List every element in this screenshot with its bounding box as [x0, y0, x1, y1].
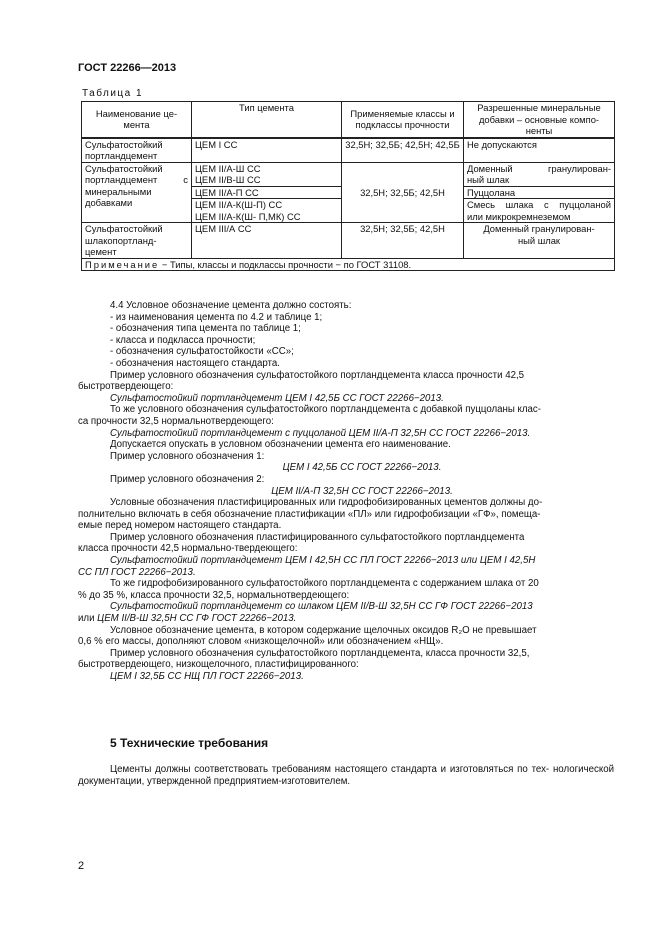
- body-text: [78, 300, 614, 683]
- table-row: [82, 223, 615, 259]
- header-cell: Наименование це-мента: [82, 102, 192, 138]
- paragraph: Пример условного обозначения 2:: [110, 473, 265, 485]
- cell-line: шлакопортланд-: [85, 234, 157, 246]
- list-item: - класса и подкласса прочности;: [110, 334, 256, 346]
- note-text: − Типы, классы и подклассы прочности − по ГОСТ 31108.: [159, 258, 412, 270]
- cell-line: Сульфатостойкий: [85, 223, 163, 234]
- additives-cell: [464, 162, 615, 186]
- cement-type-cell: ЦЕМ II/А-П СС: [192, 186, 342, 199]
- example-code: ЦЕМ I 42,5Б СС ГОСТ 22266−2013.: [282, 462, 442, 474]
- paragraph: 0,6 % его массы, дополняют словом «низкощелочной» или обозначением «НЩ».: [78, 636, 444, 648]
- header-cell: Разрешенные минеральные добавки – основные компо-ненты: [464, 102, 615, 138]
- table-label: Таблица 1: [82, 88, 144, 99]
- list-item: - из наименования цемента по 4.2 и таблице 1;: [110, 311, 323, 323]
- cement-type-cell: ЦЕМ III/А СС: [192, 223, 342, 259]
- list-item: - обозначения настоящего стандарта.: [110, 357, 280, 369]
- paragraph: Пример условного обозначения пластифицированного сульфатостойкого портландцемента: [110, 531, 525, 543]
- table-row: [82, 138, 615, 163]
- cement-name-cell: [82, 162, 192, 223]
- paragraph: полнительно включать в себя обозначение пластификации «ПЛ» или гидрофобизации «ГФ», помеща-: [78, 508, 541, 520]
- paragraph: То же условного обозначения сульфатостойкого портландцемента с добавкой пуццоланы клас-: [110, 404, 541, 416]
- table-row: [82, 162, 615, 186]
- cement-type-cell: [192, 162, 342, 186]
- section-heading: 5 Технические требования: [110, 736, 269, 750]
- paragraph: быстротвердеющего:: [78, 381, 174, 393]
- paragraph: % до 35 %, класса прочности 32,5, нормальнотвердеющего:: [78, 589, 350, 601]
- text-line: нологической документации, утвержденной предприятием-изготовителем.: [78, 764, 614, 787]
- cell-line: ЦЕМ II/А-К(Ш-П) СС: [195, 199, 283, 210]
- cell-line: ЦЕМ II/А-К(Ш- П,МК) СС: [195, 210, 301, 222]
- paragraph: Условные обозначения пластифицированных или гидрофобизированных цементов должны до-: [110, 497, 543, 509]
- code-fragment: ЦЕМ II/В-Ш 32,5Н СС ГФ ГОСТ 22266−2013.: [97, 613, 297, 625]
- additives-cell: [464, 223, 615, 259]
- paragraph: класса прочности 42,5 нормально-твердеющего:: [78, 543, 298, 555]
- paragraph: Пример условного обозначения сульфатостойкого портландцемента, класса прочности 32,5,: [110, 647, 530, 659]
- paragraph: Допускается опускать в условном обозначении цемента его наименование.: [110, 439, 451, 451]
- example-code: Сульфатостойкий портландцемент с пуццоланой ЦЕМ II/А-П 32,5Н СС ГОСТ 22266−2013.: [110, 427, 531, 439]
- paragraph: Пример условного обозначения 1:: [110, 450, 265, 462]
- table-note-row: [82, 258, 615, 271]
- cement-name-cell: Сульфатостойкий портландцемент: [82, 138, 192, 163]
- cell-line: ный шлак: [467, 174, 510, 185]
- cell-line: или микрокремнеземом: [467, 210, 571, 222]
- cell-line: портландцемент с: [85, 174, 188, 185]
- paragraph: Пример условного обозначения сульфатостойкого портландцемента класса прочности 42,5: [110, 369, 525, 381]
- cement-type-cell: ЦЕМ I СС: [192, 138, 342, 163]
- additives-cell: Пуццолана: [464, 186, 615, 199]
- paragraph: са прочности 32,5 нормальнотвердеющего:: [78, 415, 274, 427]
- example-code: Сульфатостойкий портландцемент со шлаком ЦЕМ II/В-Ш 32,5Н СС ГФ ГОСТ 22266−2013: [110, 601, 533, 613]
- paragraph: быстротвердеющего, низкощелочного, пластифицированного:: [78, 659, 359, 671]
- or-word: или: [78, 613, 98, 625]
- additives-cell: Не допускаются: [464, 138, 615, 163]
- cell-line: ЦЕМ II/В-Ш СС: [195, 174, 261, 185]
- example-code: Сульфатостойкий портландцемент ЦЕМ I 42,5Б СС ГОСТ 22266−2013.: [110, 392, 444, 404]
- paragraph: Условное обозначение цемента, в котором содержание щелочных оксидов R₂O не превышает: [110, 624, 537, 636]
- cell-line: ный шлак: [517, 234, 561, 246]
- table-header-row: [82, 102, 615, 138]
- cement-name-cell: [82, 223, 192, 259]
- cell-line: Сульфатостойкий: [85, 162, 163, 174]
- document-code: ГОСТ 22266—2013: [78, 62, 177, 74]
- example-code: ЦЕМ II/А-П 32,5Н СС ГОСТ 22266−2013.: [271, 485, 453, 497]
- cell-line: добавками: [85, 197, 133, 208]
- example-code: [78, 613, 614, 625]
- section-text: [78, 764, 614, 788]
- strength-classes-cell: 32,5Н; 32,5Б; 42,5Н: [342, 162, 464, 223]
- additives-cell: [464, 199, 615, 223]
- cell-line: минеральными: [85, 185, 152, 197]
- cell-line: Смесь шлака с пуццоланой: [467, 199, 611, 210]
- example-code: ЦЕМ I 32,5Б СС НЩ ПЛ ГОСТ 22266−2013.: [110, 671, 304, 682]
- example-code: СС ПЛ ГОСТ 22266−2013.: [78, 566, 196, 578]
- cell-line: ЦЕМ II/А-Ш СС: [195, 162, 261, 174]
- header-cell: Применяемые классы и подклассы прочности: [342, 102, 464, 138]
- example-code: Сульфатостойкий портландцемент ЦЕМ I 42,5Н СС ПЛ ГОСТ 22266−2013 или ЦЕМ I 42,5Н: [110, 555, 536, 567]
- list-item: - обозначения сульфатостойкости «СС»;: [110, 346, 294, 358]
- paragraph: То же гидрофобизированного сульфатостойкого портландцемента с содержанием шлака от 20: [110, 578, 539, 590]
- cell-line: Доменный гранулирован-: [467, 162, 611, 174]
- list-item: - обозначения типа цемента по таблице 1;: [110, 323, 301, 335]
- paragraph: [78, 764, 614, 788]
- cement-types-table: [81, 101, 615, 271]
- strength-classes-cell: 32,5Н; 32,5Б; 42,5Н: [342, 223, 464, 259]
- cell-line: Доменный гранулирован-: [483, 223, 595, 234]
- strength-classes-cell: 32,5Н; 32,5Б; 42,5Н; 42,5Б: [342, 138, 464, 163]
- note-lead: Примечание: [85, 258, 160, 270]
- text-line: Цементы должны соответствовать требованиям настоящего стандарта и изготовляться по тех-: [110, 764, 550, 775]
- paragraph: 4.4 Условное обозначение цемента должно состоять:: [110, 300, 352, 311]
- header-cell: Тип цемента: [192, 102, 342, 138]
- cement-type-cell: [192, 199, 342, 223]
- cell-line: цемент: [85, 246, 117, 257]
- page-number: 2: [78, 860, 85, 872]
- paragraph: емые перед номером настоящего стандарта.: [78, 520, 282, 532]
- table-note: [82, 258, 615, 271]
